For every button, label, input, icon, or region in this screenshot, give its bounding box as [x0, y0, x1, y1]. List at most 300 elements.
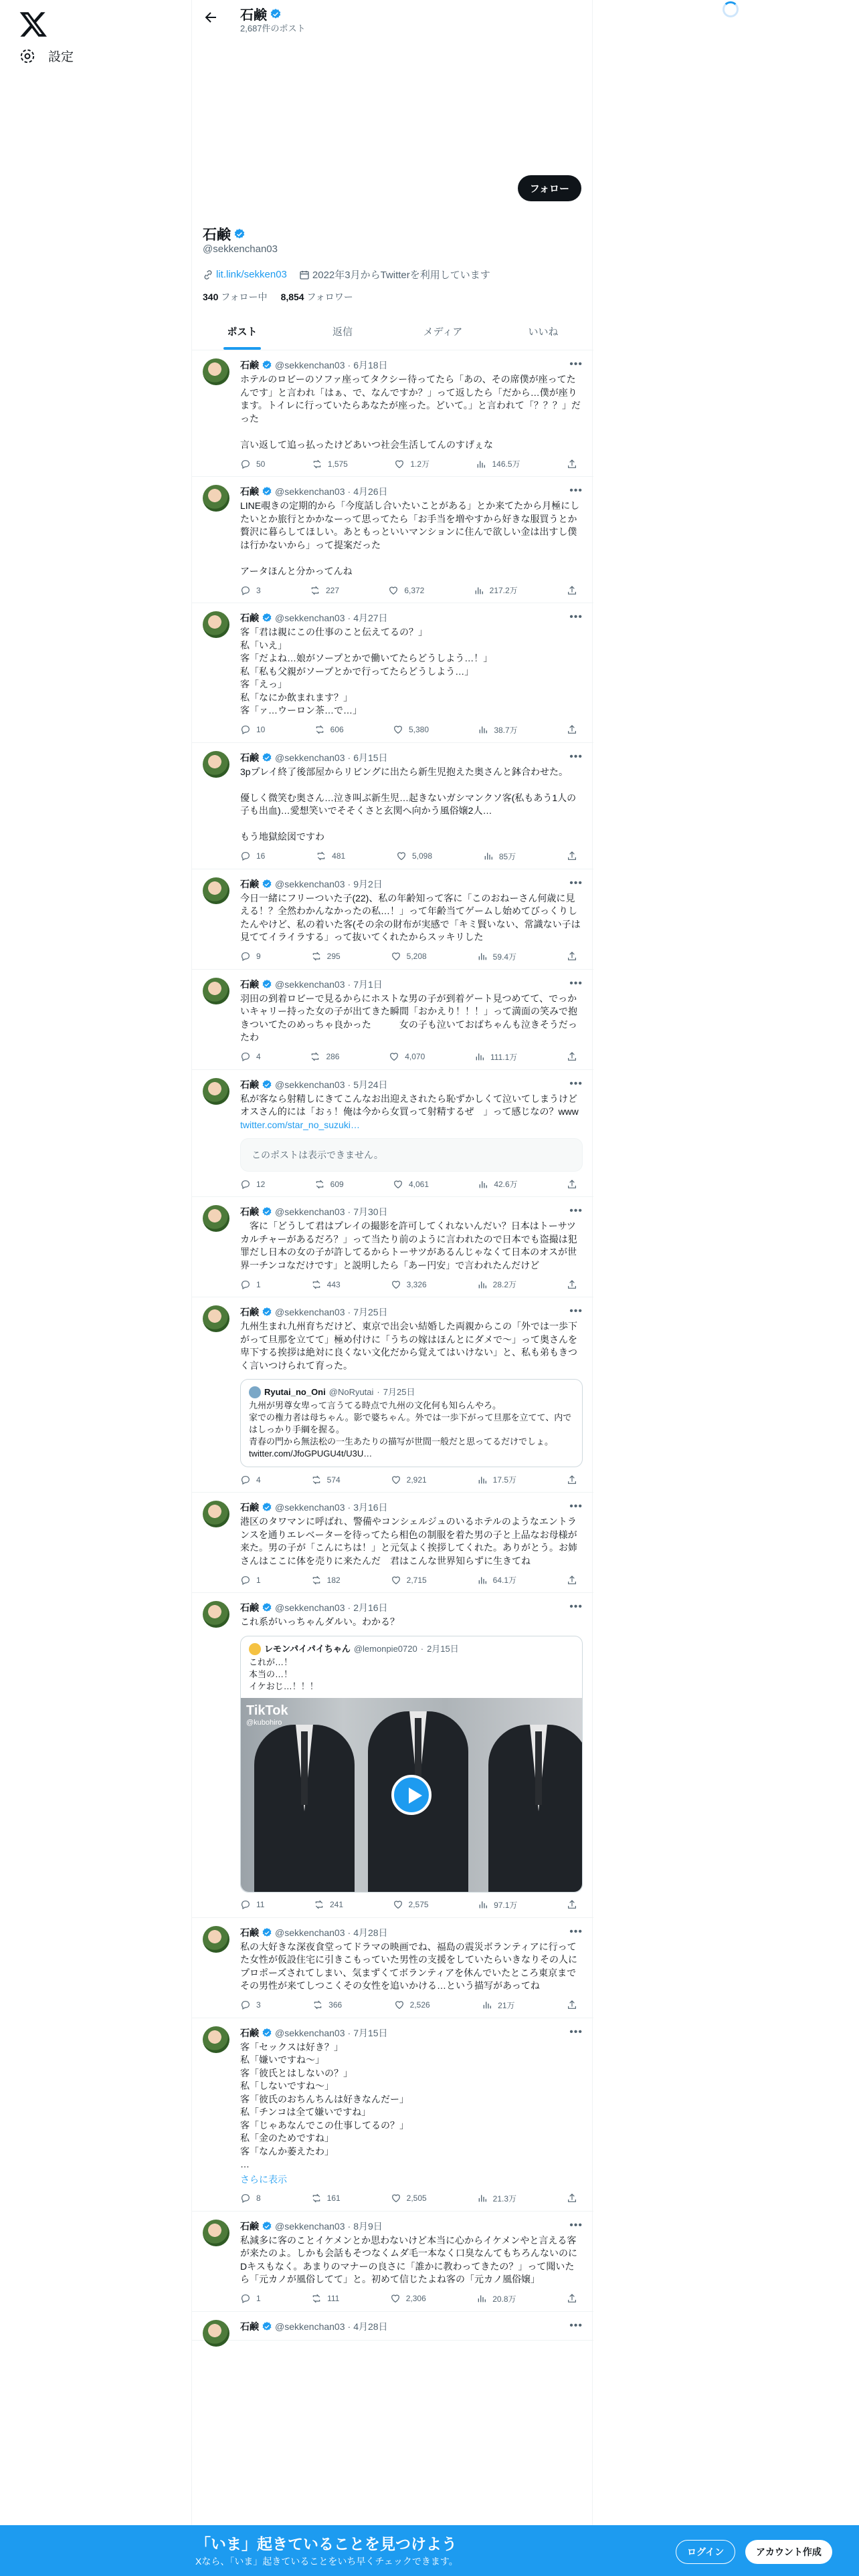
more-options-icon[interactable]: ••• — [569, 1205, 583, 1216]
quote-text: これが…！ 本当の…！ イケおじ…！！！ — [249, 1656, 318, 1691]
reply-icon — [240, 851, 251, 861]
more-options-icon[interactable]: ••• — [569, 977, 583, 989]
tweet-date[interactable]: 4月28日 — [353, 2321, 388, 2332]
verified-badge-icon — [262, 360, 272, 370]
reply-icon — [240, 2000, 251, 2010]
tweet-header: 石鹸 @sekkenchan03 · 7月15日 — [240, 2027, 388, 2038]
share-button[interactable] — [567, 1051, 577, 1063]
views-chart-icon — [478, 1179, 488, 1190]
repost-button[interactable]: 161 — [311, 2193, 341, 2204]
main-column — [191, 0, 593, 2576]
tweet-date[interactable]: 3月16日 — [353, 1502, 388, 1513]
quoted-tweet[interactable]: レモンパイパイちゃん @lemonpie0720 · 2月15日 これが…！ 本当の…！ イケおじ…！！！ TikTok @kubohiro — [240, 1636, 583, 1893]
repost-button[interactable]: 1,575 — [312, 458, 348, 469]
tweet[interactable] — [192, 2212, 593, 2312]
quote-date: 7月25日 — [383, 1387, 415, 1397]
tweet-author-name[interactable]: 石鹸 — [240, 2321, 259, 2332]
verified-badge-icon — [262, 1206, 272, 1217]
avatar[interactable] — [203, 2220, 229, 2246]
video-player[interactable] — [241, 1698, 582, 1892]
tweet-header: 石鹸 @sekkenchan03 · 6月18日 — [240, 360, 388, 370]
repost-icon — [310, 1051, 320, 1062]
views-chart-icon — [474, 585, 484, 596]
signup-banner — [0, 2525, 859, 2576]
share-icon — [567, 1899, 577, 1910]
share-button[interactable] — [567, 724, 577, 736]
tweet-handle[interactable]: @sekkenchan03 — [275, 486, 345, 497]
tweet-date[interactable]: 6月15日 — [353, 752, 388, 763]
more-options-icon[interactable]: ••• — [569, 2219, 583, 2231]
tweet-date[interactable]: 7月1日 — [353, 978, 383, 990]
tweet-handle[interactable]: @sekkenchan03 — [275, 613, 345, 623]
tweet-author-name[interactable]: 石鹸 — [240, 2027, 259, 2038]
reply-icon — [240, 1179, 251, 1190]
repost-button[interactable]: 227 — [310, 584, 339, 596]
repost-button[interactable]: 295 — [311, 951, 341, 962]
views-chart-icon — [477, 1475, 488, 1485]
verified-badge-icon — [262, 1927, 272, 1938]
avatar[interactable] — [203, 1501, 229, 1527]
repost-icon — [312, 459, 322, 469]
tweet-author-name[interactable]: 石鹸 — [240, 978, 259, 990]
quote-date: 2月15日 — [427, 1643, 459, 1654]
share-icon — [567, 1051, 577, 1062]
like-button[interactable]: 5,380 — [393, 724, 429, 736]
tweet-author-name[interactable]: 石鹸 — [240, 1206, 259, 1217]
reply-button[interactable]: 8 — [240, 2193, 261, 2204]
verified-badge-icon — [262, 2028, 272, 2038]
tweet-author-name[interactable]: 石鹸 — [240, 613, 259, 623]
tiktok-watermark: TikTok @kubohiro — [246, 1703, 288, 1727]
tweet-author-name[interactable]: 石鹸 — [240, 486, 259, 497]
repost-button[interactable]: 606 — [314, 724, 344, 736]
tweet[interactable] — [192, 2018, 593, 2212]
views-button[interactable]: 59.4万 — [477, 951, 516, 962]
reply-button[interactable]: 1 — [240, 1574, 261, 1586]
tweet-text: ホテルのロビーのソファ座ってタクシー待ってたら「あの、その席僕が座ってたんです」と言われ「はぁ、で、なんですか？」って返したら「だから…僕が座ります。トイレに行っていたらあなたが座った。どいて。」と言われて「？？？」だった 言い返して追っ払ったけどあいつ社会生活してんのすげぇな — [240, 374, 581, 450]
tweet-author-name[interactable]: 石鹸 — [240, 1927, 259, 1938]
share-icon — [567, 459, 577, 469]
share-icon — [567, 585, 577, 596]
repost-button[interactable]: 366 — [312, 2000, 342, 2011]
avatar[interactable] — [203, 1305, 229, 1332]
share-icon — [567, 1475, 577, 1485]
profile-name-row — [203, 224, 246, 244]
tweet[interactable] — [192, 1593, 593, 1918]
views-button[interactable]: 217.2万 — [474, 584, 518, 596]
tweet-author-name[interactable]: 石鹸 — [240, 878, 259, 889]
tweet-text: LINE覗きの定期的から「今度話し合いたいことがある」とか来てたから月極にしたいとか旅行とかかなーって思ってたら「お手当を増やすから好きな服買うとか贅沢に暮らしてほしい。あともっといいマンションに住んで欲しい金は出すし僕は行かないから」って提案だった アータほんと分かってんね — [240, 500, 580, 576]
verified-badge-icon — [262, 486, 272, 497]
repost-button[interactable]: 443 — [311, 1279, 341, 1290]
verified-badge-icon — [262, 979, 272, 990]
tweet-author-name[interactable]: 石鹸 — [240, 2220, 259, 2232]
views-chart-icon — [483, 851, 494, 861]
tweet-header: 石鹸 @sekkenchan03 · 8月9日 — [240, 2220, 383, 2232]
tweet[interactable] — [192, 743, 593, 869]
settings-link[interactable] — [19, 47, 74, 65]
reply-button[interactable]: 9 — [240, 951, 261, 962]
tweet-handle[interactable]: @sekkenchan03 — [275, 1307, 345, 1317]
repost-icon — [311, 2193, 322, 2204]
like-button[interactable]: 4,070 — [389, 1051, 425, 1063]
tweet-date[interactable]: 4月26日 — [353, 486, 388, 497]
repost-icon — [311, 951, 322, 962]
tweet-handle[interactable]: @sekkenchan03 — [275, 1206, 345, 1217]
share-button[interactable] — [567, 851, 577, 862]
quote-author: レモンパイパイちゃん — [264, 1643, 351, 1654]
heart-icon — [391, 2193, 401, 2204]
like-button[interactable]: 2,921 — [391, 1474, 427, 1485]
tweet-text: 私減多に客のことイケメンとか思わないけど本当に心からイケメンやと言える客が来たのよ。しかも会話もそつなくムダ毛一本なく口臭なんてもちろんないのにDキスもなく。あまりのマナーの良さに「誰かに教わってきたの？」って聞いたら「元カノが風俗してて」と。初めて信じたよね客の「元カノ風俗嬢」 — [240, 2234, 577, 2284]
tweet-author-name[interactable]: 石鹸 — [240, 752, 259, 763]
quote-handle: @lemonpie0720 — [353, 1643, 417, 1654]
views-button[interactable]: 38.7万 — [478, 724, 517, 736]
tweet-date[interactable]: 8月9日 — [353, 2220, 383, 2232]
tweet-date[interactable]: 7月25日 — [353, 1307, 388, 1317]
share-button[interactable] — [567, 1279, 577, 1290]
tweet-date[interactable]: 4月28日 — [353, 1927, 388, 1938]
repost-button[interactable]: 241 — [314, 1899, 343, 1911]
views-button[interactable]: 28.2万 — [477, 1279, 516, 1290]
reply-icon — [240, 1575, 251, 1586]
verified-badge-icon — [262, 2221, 272, 2232]
tweet-text: 客「君は親にこの仕事のこと伝えてるの？」 私「いえ」 客「だよね…娘がソープとかで働いてたらどうしよう…！」 私「私も父親がソープとかで行ってたらどうしよう…」 客「えっ」 私「なにか飲まれます？」 客「ァ…ウーロン茶…で…」 — [240, 627, 493, 716]
avatar[interactable] — [203, 358, 229, 385]
more-options-icon[interactable]: ••• — [569, 1925, 583, 1937]
tweet-actions — [240, 1899, 583, 1911]
views-button[interactable]: 97.1万 — [478, 1899, 517, 1911]
tweet-handle[interactable]: @sekkenchan03 — [275, 1927, 345, 1938]
verified-badge-icon — [262, 1307, 272, 1317]
views-button[interactable]: 111.1万 — [474, 1051, 517, 1063]
views-button[interactable]: 21万 — [482, 2000, 514, 2011]
tweet-author-name[interactable]: 石鹸 — [240, 1307, 259, 1317]
avatar[interactable] — [203, 611, 229, 638]
repost-icon — [312, 2000, 323, 2010]
joined-date: 2022年3月からTwitterを利用しています — [312, 270, 490, 281]
like-button[interactable]: 5,208 — [391, 951, 427, 962]
repost-button[interactable]: 574 — [311, 1474, 341, 1485]
more-options-icon[interactable]: ••• — [569, 1077, 583, 1089]
show-more-link[interactable]: さらに表示 — [240, 2173, 287, 2185]
more-options-icon[interactable]: ••• — [569, 1501, 583, 1512]
tweet[interactable] — [192, 1297, 593, 1493]
tweet-actions — [240, 1574, 583, 1586]
like-button[interactable]: 1.2万 — [394, 458, 430, 469]
profile-meta — [203, 267, 490, 282]
heart-icon — [396, 851, 407, 861]
tweet-header: 石鹸 @sekkenchan03 · 2月16日 — [240, 1602, 388, 1613]
tweet[interactable] — [192, 1070, 593, 1198]
tweet-handle[interactable]: @sekkenchan03 — [275, 1602, 345, 1613]
banner-title: 「いま」起きていることを見つけよう — [195, 2535, 457, 2553]
tweet[interactable] — [192, 1197, 593, 1297]
tweet-date[interactable]: 2月16日 — [353, 1602, 388, 1613]
follow-stats — [203, 290, 353, 304]
tab-media[interactable]: メディア — [423, 326, 463, 338]
like-button[interactable]: 6,372 — [388, 584, 424, 596]
views-chart-icon — [478, 1899, 488, 1910]
repost-icon — [311, 2293, 322, 2304]
avatar[interactable] — [203, 751, 229, 778]
reply-button[interactable]: 4 — [240, 1051, 261, 1063]
tweet-header: 石鹸 @sekkenchan03 · 3月16日 — [240, 1502, 388, 1513]
share-icon — [567, 1575, 577, 1586]
login-button[interactable]: ログイン — [676, 2540, 735, 2564]
verified-badge-icon — [262, 613, 272, 623]
tweet[interactable] — [192, 970, 593, 1070]
tweet-text: 客に「どうして君はプレイの撮影を許可してくれないんだい？日本はトーサツカルチャーがあるだろ？」って当たり前のように言われたので日本でも盗撮は犯罪だし日本の女の子が許してるからトーサツがあるんじゃなくて日本のオスが世界一チンコなだけです」と説明したら「あー円安」で言われたんだけど — [240, 1220, 577, 1271]
like-button[interactable]: 3,326 — [391, 1279, 427, 1290]
more-options-icon[interactable]: ••• — [569, 1305, 583, 1317]
tweet-header: 石鹸 @sekkenchan03 · 7月25日 — [240, 1307, 388, 1317]
tab-likes[interactable]: いいね — [528, 326, 559, 338]
profile-link[interactable]: lit.link/sekken03 — [216, 269, 287, 280]
share-button[interactable] — [567, 951, 577, 962]
views-button[interactable]: 42.6万 — [478, 1178, 517, 1190]
more-options-icon[interactable]: ••• — [569, 750, 583, 762]
views-button[interactable]: 64.1万 — [477, 1574, 516, 1586]
like-button[interactable]: 2,575 — [393, 1899, 429, 1911]
share-icon — [567, 851, 577, 861]
tweet-handle[interactable]: @sekkenchan03 — [275, 2321, 345, 2332]
more-options-icon[interactable]: ••• — [569, 1601, 583, 1612]
tweet[interactable] — [192, 350, 593, 477]
verified-badge-icon — [262, 752, 272, 763]
tweet-handle[interactable]: @sekkenchan03 — [275, 360, 345, 370]
repost-button[interactable]: 286 — [310, 1051, 339, 1063]
unavailable-post-notice: このポストは表示できません。 — [240, 1138, 583, 1172]
heart-icon — [391, 1575, 401, 1586]
reply-button[interactable]: 50 — [240, 458, 265, 469]
tweet-handle[interactable]: @sekkenchan03 — [275, 2027, 345, 2038]
reply-icon — [240, 1475, 251, 1485]
tweet-header: 石鹸 @sekkenchan03 · 9月2日 — [240, 878, 383, 889]
avatar[interactable] — [203, 485, 229, 512]
tweet-author-name[interactable]: 石鹸 — [240, 360, 259, 370]
more-options-icon[interactable]: ••• — [569, 877, 583, 889]
share-icon — [567, 2193, 577, 2204]
views-chart-icon — [476, 459, 486, 469]
avatar[interactable] — [203, 978, 229, 1004]
tweet-date[interactable]: 7月15日 — [353, 2027, 388, 2038]
share-button[interactable] — [567, 584, 577, 596]
tweet-date[interactable]: 7月30日 — [353, 1206, 388, 1217]
more-options-icon[interactable]: ••• — [569, 611, 583, 623]
share-button[interactable] — [567, 2000, 577, 2011]
avatar[interactable] — [203, 1078, 229, 1105]
tweet-header: 石鹸 @sekkenchan03 · 4月28日 — [240, 2321, 388, 2332]
share-button[interactable] — [567, 1574, 577, 1586]
tweet-author-name[interactable]: 石鹸 — [240, 1502, 259, 1513]
views-button[interactable]: 17.5万 — [477, 1474, 516, 1485]
share-button[interactable] — [567, 458, 577, 469]
like-button[interactable]: 2,505 — [391, 2193, 427, 2204]
tweet[interactable] — [192, 477, 593, 603]
tweet[interactable] — [192, 1493, 593, 1593]
tab-replies[interactable]: 返信 — [332, 326, 353, 338]
reply-icon — [240, 459, 251, 469]
tweet-header: 石鹸 @sekkenchan03 · 7月1日 — [240, 978, 383, 990]
like-button[interactable]: 5,098 — [396, 851, 432, 862]
tweet-text: これ系がいっちゃんダルい。わかる？ — [240, 1616, 399, 1627]
tweet-handle[interactable]: @sekkenchan03 — [275, 978, 345, 990]
play-button-icon[interactable] — [391, 1775, 432, 1815]
views-chart-icon — [476, 2293, 487, 2304]
views-chart-icon — [478, 724, 488, 735]
verified-badge-icon — [262, 1079, 272, 1090]
header-name-row — [240, 4, 282, 23]
repost-button[interactable]: 182 — [311, 1574, 341, 1586]
tweet-handle[interactable]: @sekkenchan03 — [275, 1079, 345, 1090]
reply-button[interactable]: 3 — [240, 2000, 261, 2011]
reply-button[interactable]: 11 — [240, 1899, 264, 1911]
tweet-header: 石鹸 @sekkenchan03 · 7月30日 — [240, 1206, 388, 1217]
reply-button[interactable]: 4 — [240, 1474, 261, 1485]
repost-icon — [311, 1575, 322, 1586]
repost-button[interactable]: 609 — [314, 1178, 344, 1190]
quote-author: Ryutai_no_Oni — [264, 1387, 326, 1397]
like-button[interactable]: 2,306 — [390, 2293, 426, 2304]
like-button[interactable]: 4,061 — [393, 1178, 429, 1190]
verified-badge-icon — [233, 228, 246, 240]
tweet-date[interactable]: 5月24日 — [353, 1079, 388, 1090]
quote-avatar — [249, 1643, 261, 1655]
views-chart-icon — [482, 2000, 492, 2010]
views-button[interactable]: 20.8万 — [476, 2293, 516, 2304]
tweet-actions — [240, 2293, 583, 2304]
share-button[interactable] — [567, 1474, 577, 1485]
profile-name: 石鹸 — [203, 227, 231, 243]
share-icon — [567, 2293, 577, 2304]
tweet-handle[interactable]: @sekkenchan03 — [275, 2220, 345, 2232]
tweet-date[interactable]: 9月2日 — [353, 878, 383, 889]
reply-button[interactable]: 16 — [240, 851, 265, 862]
left-nav — [0, 0, 191, 2576]
calendar-icon — [299, 270, 310, 280]
tweet[interactable] — [192, 1918, 593, 2018]
repost-button[interactable]: 111 — [311, 2293, 339, 2304]
tweet[interactable] — [192, 869, 593, 970]
tweet-link[interactable]: twitter.com/star_no_suzuki… — [240, 1119, 360, 1130]
following-link[interactable]: 340 フォロー中 — [203, 292, 268, 302]
quoted-tweet[interactable]: Ryutai_no_Oni @NoRyutai · 7月25日 九州が男尊女卑って言うてる時点で九州の文化何も知らんやろ。 家での権力者は母ちゃん。影で婆ちゃん。外では一歩下がって旦那を立てて、内ではしっかり手綱を握る。 青春の門から無法松の一生あたりの描写が世間一般だと思ってるだけでしょ。 twitter.com/JfoGPUGU4t/U3U… — [240, 1379, 583, 1467]
tweet-text: 3pプレイ終了後部屋からリビングに出たら新生児抱えた奥さんと鉢合わせた。 優しく微笑む奥さん…泣き叫ぶ新生児…起きないガシマンクソ客(私もあう1人の子も出血)…愛想笑いでそそくさと玄関へ向かう風俗嬢2人… もう地獄絵図ですわ — [240, 766, 577, 842]
heart-icon — [389, 1051, 399, 1062]
post-count: 2,687件のポスト — [240, 23, 306, 33]
tweet-actions — [240, 2000, 583, 2011]
back-arrow-icon[interactable] — [203, 9, 219, 25]
tweet-header: 石鹸 @sekkenchan03 · 4月28日 — [240, 1927, 388, 1938]
tweet-date[interactable]: 4月27日 — [353, 613, 388, 623]
tweet[interactable] — [192, 2312, 593, 2341]
tweet-actions — [240, 458, 583, 469]
heart-icon — [393, 1899, 403, 1910]
share-icon — [567, 1279, 577, 1290]
x-logo-icon[interactable] — [19, 9, 48, 39]
tweet-actions — [240, 2193, 583, 2204]
quote-handle: @NoRyutai — [328, 1387, 374, 1397]
tweet[interactable] — [192, 603, 593, 743]
views-chart-icon — [477, 2193, 488, 2204]
like-button[interactable]: 2,526 — [394, 2000, 430, 2011]
views-chart-icon — [477, 1279, 488, 1290]
reply-icon — [240, 2293, 251, 2304]
repost-button[interactable]: 481 — [316, 851, 345, 862]
views-button[interactable]: 146.5万 — [476, 458, 520, 469]
tweet-handle[interactable]: @sekkenchan03 — [275, 878, 345, 889]
views-button[interactable]: 85万 — [483, 851, 516, 862]
tweet-text: 羽田の到着ロビーで見るからにホストな男の子が到着ゲート見つめてて、でっかいキャリー持った女の子が出てきた瞬間「おかえり！！！」って満面の笑みで抱きついてたのめっちゃ良かった 女の子も泣いておばちゃんも泣きそうだったわ — [240, 992, 577, 1043]
loading-spinner-icon — [723, 1, 739, 17]
tweet-date[interactable]: 6月18日 — [353, 360, 388, 370]
reply-button[interactable]: 3 — [240, 584, 261, 596]
views-button[interactable]: 21.3万 — [477, 2193, 516, 2204]
tweet-handle[interactable]: @sekkenchan03 — [275, 1502, 345, 1513]
reply-button[interactable]: 12 — [240, 1178, 265, 1190]
follow-button[interactable]: フォロー — [518, 175, 581, 201]
reply-icon — [240, 1279, 251, 1290]
heart-icon — [393, 724, 403, 735]
share-button[interactable] — [567, 2293, 577, 2304]
heart-icon — [391, 951, 401, 962]
reply-button[interactable]: 1 — [240, 2293, 261, 2304]
tweet-actions — [240, 1178, 583, 1190]
verified-badge-icon — [262, 2321, 272, 2332]
more-options-icon[interactable]: ••• — [569, 358, 583, 370]
heart-icon — [391, 1475, 401, 1485]
more-options-icon[interactable]: ••• — [569, 485, 583, 496]
avatar[interactable] — [203, 2026, 229, 2053]
tweet-author-name[interactable]: 石鹸 — [240, 1079, 259, 1090]
tweet-header: 石鹸 @sekkenchan03 · 4月27日 — [240, 613, 388, 623]
share-button[interactable] — [567, 2193, 577, 2204]
more-options-icon[interactable]: ••• — [569, 2319, 583, 2331]
avatar[interactable] — [203, 1601, 229, 1628]
tweet-author-name[interactable]: 石鹸 — [240, 1602, 259, 1613]
tweet-text: 九州生まれ九州育ちだけど、東京で出会い結婚した両親からこの「外では一歩下がって旦那を立てて」極め付けに「うちの嫁はほんとにダメで〜」って奥さんを卑下する挨拶は絶対に良くない文化だから覚えてはいけない」と、私も弟もきつく言いつけられて育った。 — [240, 1321, 577, 1371]
profile-header-bar — [192, 0, 593, 37]
like-button[interactable]: 2,715 — [391, 1574, 427, 1586]
followers-link[interactable]: 8,854 フォロワー — [280, 292, 353, 302]
signup-button[interactable]: アカウント作成 — [745, 2540, 832, 2564]
avatar[interactable] — [203, 1926, 229, 1953]
avatar[interactable] — [203, 877, 229, 904]
repost-icon — [311, 1279, 322, 1290]
tab-posts[interactable]: ポスト — [192, 314, 292, 350]
profile-handle: @sekkenchan03 — [203, 243, 278, 255]
heart-icon — [388, 585, 399, 596]
more-options-icon[interactable]: ••• — [569, 2026, 583, 2038]
verified-badge-icon — [270, 8, 282, 20]
share-icon — [567, 1179, 577, 1190]
tweet-header: 石鹸 @sekkenchan03 · 5月24日 — [240, 1079, 388, 1090]
reply-icon — [240, 1899, 251, 1910]
tweet-actions — [240, 951, 583, 962]
tweet-handle[interactable]: @sekkenchan03 — [275, 752, 345, 763]
tweet-text: 港区のタワマンに呼ばれ、警備やコンシェルジュのいるホテルのようなエントランスを通りエレベーターを待ってたら相色の制服を着た男の子と上品なお母様が来た。男の子が「こんにちは！」と元気よく挨拶してくれた。ありがとう。お姉さんはここに体を売りに来たんだ 君はこんな世界知らずに生きてね — [240, 1516, 577, 1566]
avatar[interactable] — [203, 2320, 229, 2347]
share-button[interactable] — [567, 1899, 577, 1911]
reply-icon — [240, 724, 251, 735]
avatar[interactable] — [203, 1205, 229, 1232]
reply-button[interactable]: 10 — [240, 724, 265, 736]
share-button[interactable] — [567, 1178, 577, 1190]
heart-icon — [391, 1279, 401, 1290]
tweet-feed — [192, 350, 593, 2341]
reply-button[interactable]: 1 — [240, 1279, 261, 1290]
